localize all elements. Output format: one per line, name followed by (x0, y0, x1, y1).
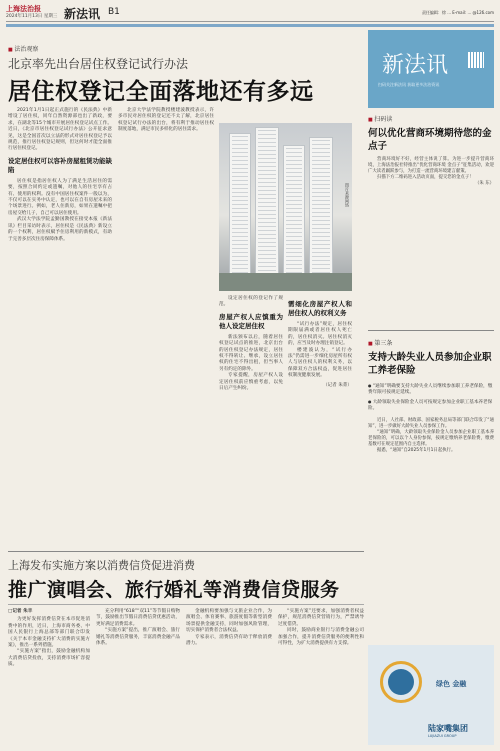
sidebar-item-1-body (368, 157, 494, 187)
building-photo (219, 123, 352, 291)
paragraph: “实施方案”提出，推广演唱会、旅行婚礼等消费信贷服务，丰富消费金融产品体系。 (96, 628, 180, 647)
issue-date: 2024年11月13日 星期三 (6, 14, 58, 19)
headline-rule (8, 604, 364, 605)
ad-text: 绿色 金融 (436, 679, 467, 688)
sidebar-item-1 (368, 114, 494, 187)
paragraph: 2021年1月1日起正式施行的《民法典》中新增设了居住权，同年自然资源部也出了新政，要求，在湖北等15个城市开展居住权登记试点工作。近日，《北京市居住权登记试行办法》公开征求意见，这是全国首次以立法的形式对居住权登记予以规范，推行居住权登记规则，但这何时才能全面推行居住权登记。 (8, 108, 112, 152)
sidebar-divider (368, 330, 494, 331)
article2-column-2 (96, 609, 180, 647)
paragraph: 北京大学法学院教授楼建波教授表示，许多市民对居住权的登记还不太了解，北京居住权登记试行办法的出台，将有利于推动居住权制度落地，满足市民多样化的居住需求。 (118, 108, 214, 133)
section-title: 新法讯 (64, 7, 101, 21)
article1-column-4 (288, 296, 352, 389)
ad-logo-core-icon (388, 669, 414, 695)
paragraph: “实施方案”还要求，加强消费者权益保护，规范消费信贷营销行为，严禁诱导过度借贷。 (278, 609, 364, 627)
paragraph: 营商环境好不好，经营主体说了算。为进一步提升营商环境，上海法治报社特推出“优化营商环境 金点子”征集活动，欢迎广大读者踊跃参与，为打造一流营商环境建言献策。 (368, 157, 494, 174)
paragraph: 专家提醒，房屋产权人设定居住权前应慎重考虑，以免日后产生纠纷。 (219, 373, 283, 392)
sidebar-item-1-title: 何以优化营商环境期待您的金点子 (368, 128, 492, 152)
article2-column-3 (186, 609, 272, 647)
article-divider (8, 551, 364, 552)
paragraph: 据悉，“通知”自2025年1月1日起执行。 (377, 448, 456, 453)
article1-headline: 居住权登记全面落地还有多远 (8, 78, 314, 105)
paragraph: 充分利用“618”“双11”等节假日购物节，鼓励推出节假日消费信贷优惠活动，更好满足消费需求。 (96, 609, 180, 627)
editor-info: 责任编辑：徐 ... E-mail: ... @126.com (421, 10, 494, 15)
sidebar-item-1-tag: ■ 扫码读 (368, 114, 494, 123)
paragraph: “试行办法”规定，居住权期限届满或者居住权人死亡的，居住权消灭。居住权消灭的，应当及时办理注销登记。 (288, 322, 352, 347)
subheading: 设定居住权可以容补房屋租赁功能缺陷 (8, 156, 112, 174)
paragraph: 同时，鼓励商业银行与消费金融公司加强合作，提升消费信贷服务的便利性和可得性，为扩大消费提供有力支撑。 (278, 628, 364, 647)
paragraph: 扫描下方二维码进入活动页面，提交您的金点子！ (377, 175, 474, 180)
masthead (6, 4, 494, 22)
photo-caption: 图片来源网络 (345, 183, 350, 207)
article1-column-1 (8, 108, 112, 243)
sidebar-logo-subtitle: 扫码关注新法讯 获取更多法治资讯 (378, 82, 440, 87)
sidebar-logo-text: 新法讯 (382, 53, 449, 78)
subheading: 房屋产权人应慎重为他人设定居住权 (219, 312, 283, 330)
paragraph: 为更好发挥消费信贷在本市促进消费中的作用，近日，上海市商务委、中国人民银行上海总部等部门联合印发《关于本市金融支持扩大消费的实施方案》，推出一系列措施。 (8, 617, 90, 649)
qr-code-icon[interactable] (468, 52, 484, 68)
paragraph: 近日，人社部、财政部、国家税务总局等部门联合印发了“通知”，进一步做好大龄失业人员参保工作。 (368, 418, 494, 429)
page-number: B1 (108, 7, 120, 17)
ad-brand-english: LUJIAZUI GROUP (428, 734, 457, 738)
article1-column-2 (118, 108, 214, 134)
paragraph: 设定居住权的登记作了规范。 (219, 296, 283, 308)
ad-brand-name: 陆家嘴集团 (428, 723, 468, 733)
sidebar-banner (368, 30, 494, 108)
paragraph: “通知”明确，大龄领取失业保险金人员参加企业职工基本养老保险的，可以以个人身份参保，按规定缴纳养老保险费，缴费基数可在规定范围内自主选择。 (368, 430, 494, 447)
article2-column-4 (278, 609, 364, 647)
sidebar-bullets (368, 383, 494, 412)
paragraph: 楼建波认为，“试行办法”仍需进一步细化房屋所有权人与居住权人的权利义务，以保障双方合法权益，促进居住权制度健康发展。 (288, 347, 352, 379)
bullet-item: ● “通知”明确要支持大龄失业人员继续参加职工养老保险，缴费年限可按规定延续。 (368, 383, 494, 396)
sidebar-item-2-title: 支持大龄失业人员参加企业职工养老保险 (368, 352, 492, 376)
advertisement[interactable] (368, 645, 494, 745)
paragraph: 新法颁布以后，随着居住权登记试点的推进，北京出台的居住权登记办法规定，居住权不得转让、继承，设立居住权的住宅不得出租，但当事人另有约定的除外。 (219, 334, 283, 372)
paragraph: 居住权是指居住权人为了满足生活居住的需要，按照合同约定或遗嘱，对他人的住宅享有占有、使用的权利。没有中国居住权案件一般以为，不仅可以在实务中认定，也可以在自有房屋未来的个场景进行。例如，老人住新房，如果在遗嘱中把房屋交给儿子，自己可以居住使用。 (8, 178, 112, 216)
paragraph: “实施方案”指出，鼓励金融机构加大消费信贷投放，支持消费市场扩容提质。 (8, 649, 90, 668)
paragraph: 金融机构要加强与文旅企业合作，为演唱会、体育赛事、旅游度假等新型消费场景提供金融支持，同时加强风险管理，切实保护消费者合法权益。 (186, 609, 272, 634)
article1-kicker: 北京率先出台居住权登记试行办法 (8, 57, 189, 71)
article1-column-3 (219, 296, 283, 392)
sidebar-item-1-sign: （朱 东） (475, 181, 494, 186)
byline: （记者 朱菁） (322, 382, 352, 388)
article1-tag: ■ 法治观察 (8, 44, 38, 53)
newspaper-logo: 上海法治报 (6, 5, 41, 13)
sidebar-item-2-tag: ■ 第三条 (368, 338, 494, 347)
bullet-item: ● 大龄领取失业保险金人员可按规定参加企业职工基本养老保险。 (368, 399, 494, 412)
sidebar-item-2 (368, 338, 494, 454)
top-rule (6, 24, 494, 27)
subheading: 需细化房屋产权人和居住权人的权利义务 (288, 300, 352, 317)
article2-headline: 推广演唱会、旅行婚礼等消费信贷服务 (8, 579, 340, 601)
article2-column-1 (8, 609, 90, 669)
article2-byline: □记者 朱丰 (8, 609, 33, 614)
article2-kicker: 上海发布实施方案以消费信贷促进消费 (8, 559, 195, 572)
paragraph: 专家表示，消费信贷有助于释放消费潜力。 (186, 634, 272, 647)
paragraph: 武汉大学法学院孟勤国教授在接受本报《新法讯》栏目采访时表示，居住权是《民法典》新设立的一个权利，居住权赋予住房利用的新模式，有助于完善多层次住房保障体系。 (8, 217, 112, 242)
sidebar-item-2-body (368, 418, 494, 454)
